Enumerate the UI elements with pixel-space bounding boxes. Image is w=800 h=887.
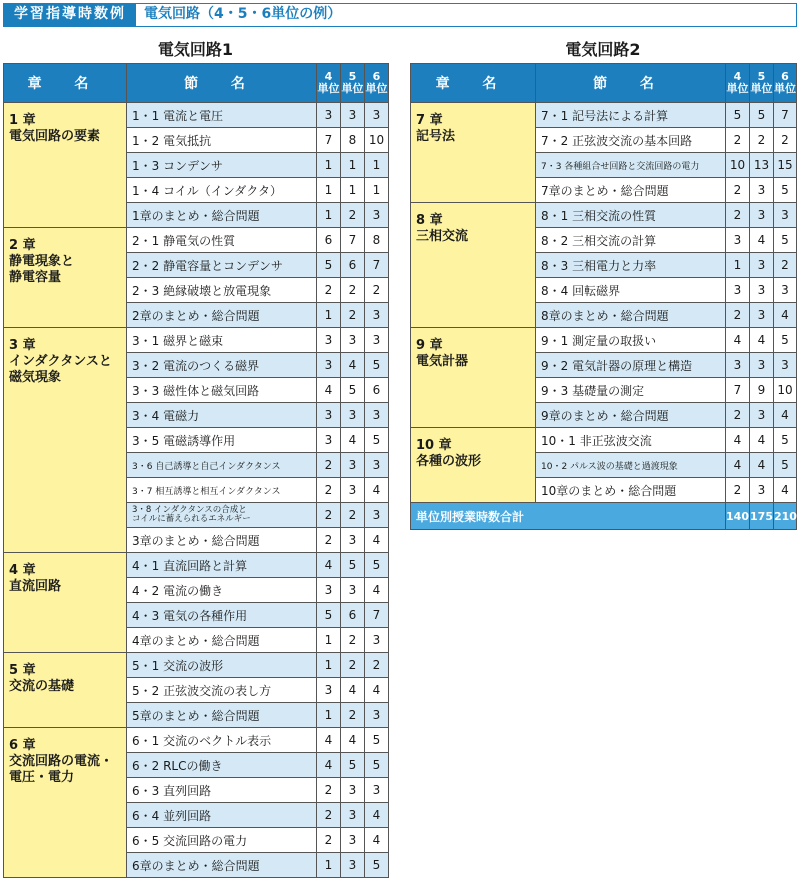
section-cell: 7章のまとめ・総合問題	[536, 178, 726, 203]
header-u6	[365, 64, 389, 103]
section-cell: 6・4 並列回路	[127, 803, 317, 828]
hours-6-units: 1	[365, 153, 389, 178]
hours-5-units: 9	[750, 378, 774, 403]
hours-5-units: 3	[750, 253, 774, 278]
hours-5-units: 4	[341, 428, 365, 453]
hours-4-units: 2	[317, 278, 341, 303]
hours-6-units: 4	[774, 478, 797, 503]
section-cell: 9・1 測定量の取扱い	[536, 328, 726, 353]
table-row	[411, 328, 797, 353]
hours-6-units: 7	[365, 253, 389, 278]
hours-4-units: 1	[317, 853, 341, 878]
hours-6-units: 7	[774, 103, 797, 128]
section-cell: 8・2 三相交流の計算	[536, 228, 726, 253]
hours-4-units: 3	[317, 353, 341, 378]
section-cell: 2・1 静電気の性質	[127, 228, 317, 253]
section-cell: 9・2 電気計器の原理と構造	[536, 353, 726, 378]
hours-4-units: 6	[317, 228, 341, 253]
section-cell: 3・6 自己誘導と自己インダクタンス	[127, 453, 317, 478]
table-row	[4, 653, 389, 678]
hours-4-units: 2	[726, 403, 750, 428]
section-cell: 5・2 正弦波交流の表し方	[127, 678, 317, 703]
table-row	[4, 728, 389, 753]
hours-5-units: 4	[341, 728, 365, 753]
hours-5-units: 2	[341, 653, 365, 678]
table1-title: 電気回路1	[157, 40, 234, 59]
table2-title: 電気回路2	[565, 40, 641, 59]
hours-4-units: 4	[726, 453, 750, 478]
hours-4-units: 3	[726, 278, 750, 303]
section-cell: 8・1 三相交流の性質	[536, 203, 726, 228]
hours-4-units: 3	[726, 228, 750, 253]
hours-6-units: 3	[365, 103, 389, 128]
header-unit-number: 5	[348, 70, 357, 83]
hours-5-units: 2	[750, 128, 774, 153]
hours-4-units: 2	[726, 203, 750, 228]
chapter-cell: 2 章 静電現象と 静電容量	[4, 228, 127, 328]
hours-6-units: 5	[365, 753, 389, 778]
header-unit-label: 単位	[774, 82, 796, 95]
hours-6-units: 5	[774, 428, 797, 453]
hours-6-units: 4	[365, 828, 389, 853]
section-cell: 3章のまとめ・総合問題	[127, 528, 317, 553]
hours-6-units: 8	[365, 228, 389, 253]
hours-6-units: 3	[774, 203, 797, 228]
table-row	[4, 328, 389, 353]
hours-6-units: 4	[365, 578, 389, 603]
header-title: 電気回路（4・5・6単位の例）	[144, 6, 342, 22]
hours-4-units: 4	[317, 553, 341, 578]
header-unit-number: 4	[324, 70, 333, 83]
hours-5-units: 3	[341, 778, 365, 803]
hours-4-units: 1	[317, 178, 341, 203]
table-row	[411, 428, 797, 453]
hours-5-units: 3	[341, 528, 365, 553]
hours-4-units: 2	[317, 828, 341, 853]
hours-4-units: 1	[317, 303, 341, 328]
section-cell: 3・1 磁界と磁束	[127, 328, 317, 353]
chapter-cell: 8 章 三相交流	[411, 203, 536, 328]
hours-6-units: 6	[365, 378, 389, 403]
hours-4-units: 3	[317, 678, 341, 703]
hours-6-units: 3	[365, 628, 389, 653]
hours-4-units: 2	[317, 453, 341, 478]
hours-5-units: 3	[341, 828, 365, 853]
hours-4-units: 2	[317, 803, 341, 828]
section-cell: 8・3 三相電力と力率	[536, 253, 726, 278]
hours-4-units: 1	[317, 203, 341, 228]
hours-4-units: 5	[317, 603, 341, 628]
section-cell: 9章のまとめ・総合問題	[536, 403, 726, 428]
table-row	[411, 203, 797, 228]
total-4-units: 140	[726, 503, 750, 530]
hours-5-units: 1	[341, 153, 365, 178]
hours-5-units: 3	[341, 803, 365, 828]
section-cell: 7・3 各種組合せ回路と交流回路の電力	[536, 153, 726, 178]
section-cell: 3・4 電磁力	[127, 403, 317, 428]
hours-4-units: 3	[726, 353, 750, 378]
hours-6-units: 3	[365, 453, 389, 478]
hours-5-units: 13	[750, 153, 774, 178]
hours-5-units: 3	[341, 453, 365, 478]
hours-5-units: 4	[750, 453, 774, 478]
header-row	[411, 64, 797, 103]
table-row	[4, 553, 389, 578]
hours-5-units: 2	[341, 628, 365, 653]
hours-5-units: 5	[341, 753, 365, 778]
hours-4-units: 1	[317, 653, 341, 678]
hours-6-units: 3	[365, 403, 389, 428]
section-cell: 7・1 記号法による計算	[536, 103, 726, 128]
hours-6-units: 5	[365, 353, 389, 378]
header-bar	[3, 3, 797, 27]
chapter-cell: 5 章 交流の基礎	[4, 653, 127, 728]
header-u4	[317, 64, 341, 103]
hours-4-units: 4	[317, 378, 341, 403]
hours-5-units: 2	[341, 703, 365, 728]
table-row	[4, 228, 389, 253]
section-cell: 4・2 電流の働き	[127, 578, 317, 603]
hours-6-units: 10	[774, 378, 797, 403]
chapter-cell: 9 章 電気計器	[411, 328, 536, 428]
section-cell: 8章のまとめ・総合問題	[536, 303, 726, 328]
header-unit-number: 5	[757, 70, 766, 83]
hours-6-units: 1	[365, 178, 389, 203]
hours-5-units: 4	[750, 228, 774, 253]
hours-4-units: 2	[726, 303, 750, 328]
hours-6-units: 5	[365, 853, 389, 878]
section-cell: 6・5 交流回路の電力	[127, 828, 317, 853]
hours-6-units: 5	[365, 428, 389, 453]
hours-4-units: 5	[726, 103, 750, 128]
section-cell: 1・2 電気抵抗	[127, 128, 317, 153]
total-label: 単位別授業時数合計	[411, 503, 726, 530]
hours-4-units: 3	[317, 403, 341, 428]
hours-5-units: 3	[750, 478, 774, 503]
hours-5-units: 4	[341, 678, 365, 703]
hours-6-units: 3	[365, 303, 389, 328]
section-cell: 9・3 基礎量の測定	[536, 378, 726, 403]
hours-5-units: 5	[750, 103, 774, 128]
hours-5-units: 5	[341, 553, 365, 578]
chapter-cell: 7 章 記号法	[411, 103, 536, 203]
hours-5-units: 3	[750, 303, 774, 328]
hours-6-units: 5	[774, 178, 797, 203]
hours-5-units: 1	[341, 178, 365, 203]
section-cell: 5章のまとめ・総合問題	[127, 703, 317, 728]
hours-5-units: 4	[750, 328, 774, 353]
section-cell: 10・1 非正弦波交流	[536, 428, 726, 453]
hours-5-units: 3	[341, 103, 365, 128]
hours-4-units: 7	[317, 128, 341, 153]
hours-6-units: 3	[774, 353, 797, 378]
total-5-units: 175	[750, 503, 774, 530]
hours-5-units: 3	[750, 403, 774, 428]
hours-4-units: 2	[317, 478, 341, 503]
hours-6-units: 10	[365, 128, 389, 153]
section-cell: 4・1 直流回路と計算	[127, 553, 317, 578]
header-u5	[341, 64, 365, 103]
hours-6-units: 4	[365, 678, 389, 703]
total-row	[411, 503, 797, 530]
section-cell: 10・2 パルス波の基礎と過渡現象	[536, 453, 726, 478]
hours-6-units: 3	[365, 703, 389, 728]
section-cell: 3・8 インダクタンスの合成と コイルに蓄えられるエネルギー	[127, 503, 317, 528]
hours-5-units: 3	[750, 353, 774, 378]
hours-5-units: 5	[341, 378, 365, 403]
total-6-units: 210	[774, 503, 797, 530]
hours-4-units: 4	[317, 728, 341, 753]
hours-6-units: 2	[774, 128, 797, 153]
hours-6-units: 4	[365, 803, 389, 828]
header-section: 節 名	[127, 64, 317, 103]
header-row	[4, 64, 389, 103]
hours-4-units: 2	[726, 478, 750, 503]
section-cell: 3・3 磁性体と磁気回路	[127, 378, 317, 403]
header-unit-label: 単位	[365, 82, 388, 95]
hours-6-units: 5	[774, 228, 797, 253]
hours-6-units: 5	[774, 328, 797, 353]
hours-6-units: 2	[774, 253, 797, 278]
chapter-cell: 10 章 各種の波形	[411, 428, 536, 503]
hours-5-units: 3	[341, 478, 365, 503]
hours-5-units: 7	[341, 228, 365, 253]
hours-5-units: 4	[341, 353, 365, 378]
table-row	[411, 103, 797, 128]
table-circuit-2	[410, 63, 797, 530]
hours-4-units: 3	[317, 103, 341, 128]
section-cell: 6・1 交流のベクトル表示	[127, 728, 317, 753]
hours-5-units: 3	[341, 578, 365, 603]
hours-6-units: 3	[365, 503, 389, 528]
hours-6-units: 3	[365, 328, 389, 353]
hours-4-units: 10	[726, 153, 750, 178]
section-cell: 1章のまとめ・総合問題	[127, 203, 317, 228]
header-chapter: 章 名	[4, 64, 127, 103]
hours-6-units: 5	[365, 728, 389, 753]
header-unit-number: 4	[733, 70, 742, 83]
hours-6-units: 3	[365, 778, 389, 803]
section-cell: 3・2 電流のつくる磁界	[127, 353, 317, 378]
table-circuit-1	[3, 63, 389, 878]
hours-4-units: 4	[726, 428, 750, 453]
hours-5-units: 6	[341, 603, 365, 628]
hours-5-units: 8	[341, 128, 365, 153]
section-cell: 4章のまとめ・総合問題	[127, 628, 317, 653]
hours-4-units: 3	[317, 328, 341, 353]
hours-5-units: 3	[341, 853, 365, 878]
header-u4	[726, 64, 750, 103]
hours-4-units: 2	[317, 528, 341, 553]
hours-6-units: 4	[774, 403, 797, 428]
section-cell: 6・3 直列回路	[127, 778, 317, 803]
hours-4-units: 5	[317, 253, 341, 278]
section-cell: 7・2 正弦波交流の基本回路	[536, 128, 726, 153]
hours-5-units: 3	[341, 403, 365, 428]
hours-4-units: 2	[726, 178, 750, 203]
hours-6-units: 4	[365, 478, 389, 503]
section-cell: 3・7 相互誘導と相互インダクタンス	[127, 478, 317, 503]
hours-5-units: 3	[750, 178, 774, 203]
hours-5-units: 3	[750, 278, 774, 303]
hours-4-units: 1	[726, 253, 750, 278]
hours-6-units: 5	[365, 553, 389, 578]
table-row	[4, 103, 389, 128]
header-unit-label: 単位	[750, 82, 773, 95]
hours-5-units: 2	[341, 278, 365, 303]
section-cell: 6・2 RLCの働き	[127, 753, 317, 778]
section-cell: 1・3 コンデンサ	[127, 153, 317, 178]
chapter-cell: 6 章 交流回路の電流・ 電圧・電力	[4, 728, 127, 878]
hours-5-units: 3	[750, 203, 774, 228]
section-cell: 5・1 交流の波形	[127, 653, 317, 678]
section-cell: 1・4 コイル（インダクタ）	[127, 178, 317, 203]
hours-4-units: 2	[317, 503, 341, 528]
hours-4-units: 7	[726, 378, 750, 403]
section-cell: 6章のまとめ・総合問題	[127, 853, 317, 878]
hours-4-units: 1	[317, 628, 341, 653]
section-cell: 3・5 電磁誘導作用	[127, 428, 317, 453]
section-cell: 2・3 絶縁破壊と放電現象	[127, 278, 317, 303]
hours-6-units: 3	[365, 203, 389, 228]
header-unit-label: 単位	[317, 82, 340, 95]
hours-4-units: 3	[317, 428, 341, 453]
header-tag: 学習指導時数例	[4, 4, 136, 26]
header-chapter: 章 名	[411, 64, 536, 103]
chapter-cell: 1 章 電気回路の要素	[4, 103, 127, 228]
hours-6-units: 5	[774, 453, 797, 478]
hours-5-units: 2	[341, 303, 365, 328]
hours-4-units: 4	[317, 753, 341, 778]
section-cell: 2章のまとめ・総合問題	[127, 303, 317, 328]
header-u5	[750, 64, 774, 103]
header-unit-label: 単位	[341, 82, 364, 95]
section-cell: 4・3 電気の各種作用	[127, 603, 317, 628]
hours-5-units: 6	[341, 253, 365, 278]
hours-5-units: 4	[750, 428, 774, 453]
hours-4-units: 1	[317, 153, 341, 178]
hours-5-units: 2	[341, 503, 365, 528]
hours-5-units: 2	[341, 203, 365, 228]
hours-4-units: 3	[317, 578, 341, 603]
hours-6-units: 7	[365, 603, 389, 628]
hours-6-units: 4	[774, 303, 797, 328]
header-unit-label: 単位	[726, 82, 749, 95]
header-u6	[774, 64, 797, 103]
section-cell: 8・4 回転磁界	[536, 278, 726, 303]
header-unit-number: 6	[372, 70, 381, 83]
section-cell: 1・1 電流と電圧	[127, 103, 317, 128]
chapter-cell: 3 章 インダクタンスと 磁気現象	[4, 328, 127, 553]
hours-4-units: 4	[726, 328, 750, 353]
section-cell: 2・2 静電容量とコンデンサ	[127, 253, 317, 278]
hours-6-units: 2	[365, 278, 389, 303]
hours-6-units: 2	[365, 653, 389, 678]
hours-4-units: 2	[726, 128, 750, 153]
hours-6-units: 15	[774, 153, 797, 178]
hours-6-units: 4	[365, 528, 389, 553]
chapter-cell: 4 章 直流回路	[4, 553, 127, 653]
hours-4-units: 1	[317, 703, 341, 728]
header-section: 節 名	[536, 64, 726, 103]
section-cell: 10章のまとめ・総合問題	[536, 478, 726, 503]
header-unit-number: 6	[781, 70, 789, 83]
hours-6-units: 3	[774, 278, 797, 303]
hours-4-units: 2	[317, 778, 341, 803]
hours-5-units: 3	[341, 328, 365, 353]
